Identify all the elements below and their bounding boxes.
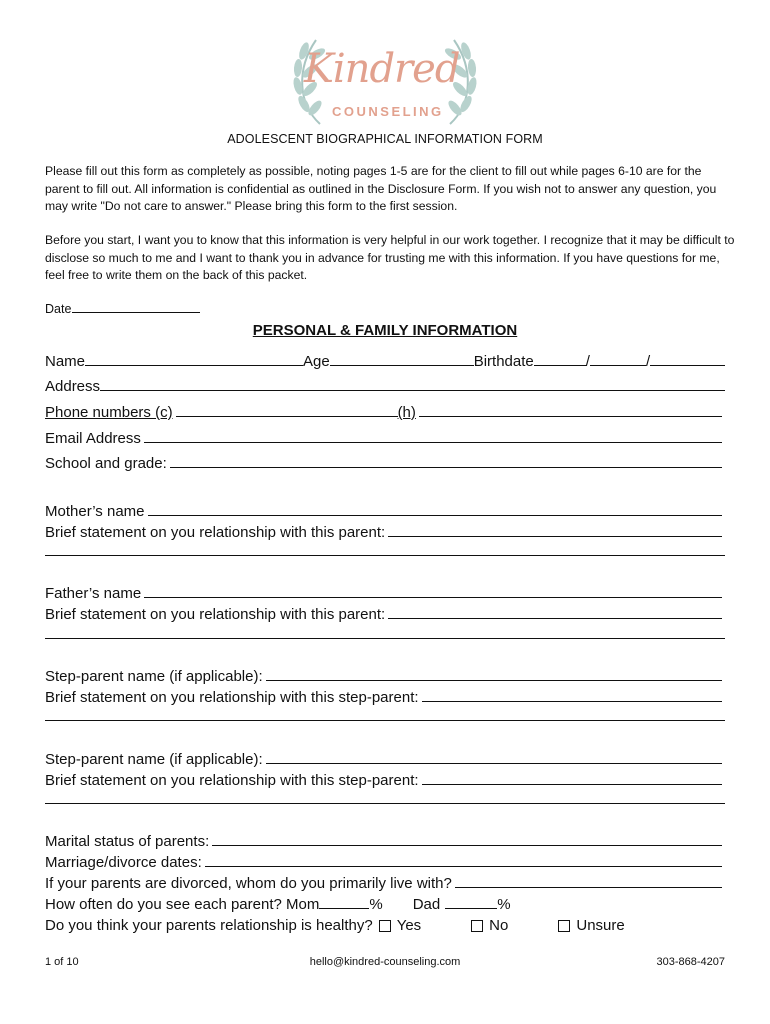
mom-percent-sign: % (369, 896, 383, 913)
healthy-row (45, 912, 725, 934)
section-title: PERSONAL & FAMILY INFORMATION (252, 322, 518, 339)
name-age-birthdate-row (45, 348, 725, 370)
school-blank[interactable] (170, 467, 722, 468)
phone-home-blank[interactable] (419, 416, 722, 417)
logo-script-text: Kindred (304, 46, 460, 92)
live-with-row (45, 870, 725, 892)
birth-day-blank[interactable] (590, 365, 646, 366)
father-relationship-row (45, 601, 725, 623)
stepparent-2-relationship-extra-line[interactable] (45, 803, 725, 804)
mother-relationship-blank[interactable] (388, 536, 722, 537)
mother-row (45, 498, 725, 520)
mother-blank[interactable] (148, 515, 723, 516)
name-blank[interactable] (85, 365, 303, 366)
date-field[interactable] (45, 301, 200, 316)
age-label: Age (303, 353, 330, 370)
birthdate-label: Birthdate (473, 353, 534, 370)
date-label: Date (45, 302, 72, 316)
dad-percent-sign: % (497, 896, 511, 913)
birthdate-slash-2: / (645, 353, 651, 370)
mother-relationship-label: Brief statement on you relationship with this parent: (45, 524, 386, 541)
father-relationship-label: Brief statement on you relationship with this parent: (45, 606, 386, 623)
email-label: Email Address (45, 430, 141, 447)
no-label: No (489, 917, 509, 934)
stepparent-2-relationship-label: Brief statement on you relationship with this step-parent: (45, 772, 419, 789)
stepparent-2-blank[interactable] (266, 763, 722, 764)
father-blank[interactable] (144, 597, 722, 598)
how-often-label: How often do you see each parent? Mom (45, 896, 320, 913)
marriage-dates-label: Marriage/divorce dates: (45, 854, 202, 871)
father-relationship-blank[interactable] (388, 618, 722, 619)
father-row (45, 580, 725, 602)
school-label: School and grade: (45, 455, 167, 472)
phone-cell-label: Phone numbers (c) (45, 404, 173, 421)
father-relationship-extra-line[interactable] (45, 638, 725, 639)
mom-percent-blank[interactable] (319, 908, 369, 909)
phone-cell-blank[interactable] (176, 416, 398, 417)
yes-checkbox[interactable] (379, 920, 391, 932)
stepparent-1-blank[interactable] (266, 680, 722, 681)
healthy-label: Do you think your parents relationship is healthy? (45, 917, 373, 934)
live-with-blank[interactable] (455, 887, 722, 888)
live-with-label: If your parents are divorced, whom do you primarily live with? (45, 875, 452, 892)
no-checkbox[interactable] (471, 920, 483, 932)
logo-subtitle: COUNSELING (332, 104, 444, 119)
phone-row (45, 399, 725, 421)
stepparent-1-relationship-extra-line[interactable] (45, 720, 725, 721)
stepparent-2-relationship-row (45, 767, 725, 789)
birth-month-blank[interactable] (534, 365, 586, 366)
second-paragraph: Before you start, I want you to know that this information is very helpful in our work together. I recognize that it may be difficult to disclose so much to me and I want to thank you in advance for trusting me with this information. If you have questions for me, feel free to write them on the back of this packet. (45, 233, 735, 282)
marriage-dates-blank[interactable] (205, 866, 722, 867)
email-row (45, 425, 725, 447)
mother-label: Mother’s name (45, 503, 145, 520)
father-label: Father’s name (45, 585, 142, 602)
mother-relationship-row (45, 519, 725, 541)
address-label: Address (45, 378, 101, 395)
phone-home-label: (h) (397, 404, 416, 421)
stepparent-2-label: Step-parent name (if applicable): (45, 751, 263, 768)
name-label: Name (45, 353, 86, 370)
marital-status-row (45, 828, 725, 850)
footer-email: hello@kindred-counseling.com (309, 956, 461, 968)
dad-percent-blank[interactable] (445, 908, 497, 909)
unsure-checkbox[interactable] (558, 920, 570, 932)
stepparent-2-relationship-blank[interactable] (422, 784, 722, 785)
footer-page-number: 1 of 10 (45, 956, 79, 968)
address-row (45, 373, 725, 395)
how-often-row (45, 891, 725, 913)
marital-status-label: Marital status of parents: (45, 833, 210, 850)
stepparent-1-relationship-label: Brief statement on you relationship with this step-parent: (45, 689, 419, 706)
marriage-dates-row (45, 849, 725, 871)
address-blank[interactable] (100, 390, 725, 391)
unsure-label: Unsure (576, 917, 625, 934)
stepparent-1-relationship-row (45, 684, 725, 706)
marital-status-blank[interactable] (212, 845, 722, 846)
intro-paragraph: Please fill out this form as completely as possible, noting pages 1-5 are for the client to fill out while pages 6-10 are for the parent to fill out. All information is confidential as outlined in the Disclosure Form. If you wish not to answer any question, you may write "Do not care to answer." Please bring this form to the first session. (45, 164, 717, 213)
birth-year-blank[interactable] (650, 365, 725, 366)
stepparent-2-row (45, 746, 725, 768)
footer-phone: 303-868-4207 (656, 956, 725, 968)
kindred-logo (290, 34, 480, 130)
mother-relationship-extra-line[interactable] (45, 555, 725, 556)
stepparent-1-label: Step-parent name (if applicable): (45, 668, 263, 685)
age-blank[interactable] (330, 365, 474, 366)
birthdate-slash-1: / (585, 353, 590, 370)
date-blank[interactable] (72, 301, 200, 313)
yes-label: Yes (396, 917, 422, 934)
email-blank[interactable] (144, 442, 722, 443)
dad-label: Dad (412, 896, 441, 913)
form-title: ADOLESCENT BIOGRAPHICAL INFORMATION FORM (227, 132, 543, 146)
stepparent-1-row (45, 663, 725, 685)
school-row (45, 450, 725, 472)
stepparent-1-relationship-blank[interactable] (422, 701, 722, 702)
